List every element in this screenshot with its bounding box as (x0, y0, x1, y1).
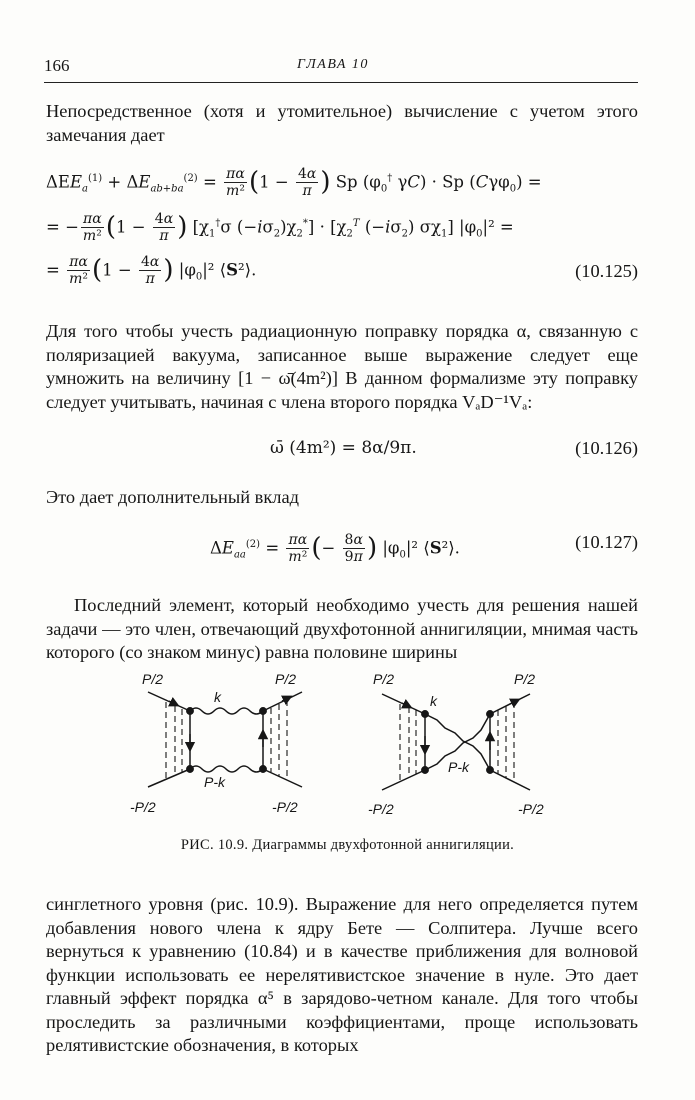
paragraph-intro: Непосредственное (хотя и утомительное) вычисление с учетом этого замечания дает (46, 101, 638, 145)
equation-10-127: $\Delta E_{aa}^{(2)}$ = $\frac{\pi\alpha}{\text{m²}}$ (− $\frac{8\alpha}{9\pi}$ ) $|\varphi_0|^2$ ⟨S²⟩. (210, 532, 460, 566)
left-photon-pk (190, 766, 263, 772)
paragraph-two-photon: Последний элемент, который необходимо учесть для решения нашей задачи — это член, отвечающий двухфотонной аннигиляции, мнимая часть которого (со знаком минус) равна половине ширины (46, 595, 638, 662)
left-label-k: k (214, 689, 221, 705)
right-label-bottom-left: -P/2 (368, 801, 394, 817)
equation-10-126: ω̄ (4m²) = 8α/9π. (270, 438, 417, 458)
right-vertex (422, 767, 428, 773)
left-vertex (187, 766, 193, 772)
right-arrow-out (510, 701, 516, 704)
right-vertex (422, 711, 428, 717)
header-rule (44, 82, 638, 83)
right-label-top-right: P/2 (514, 671, 536, 687)
right-label-pk: P-k (448, 759, 469, 775)
equation-number-10-125: (10.125) (575, 261, 638, 281)
left-line-bottom-right (263, 769, 302, 787)
equation-number-10-127: (10.127) (575, 532, 638, 552)
equation-10-125-line-1: $\Delta EE_a^{(1)} + \Delta E_{ab+ba}^{(2)}$ = $\frac{\pi\alpha}{\text{m²}}$ (1 − $\frac{4\alpha}{\pi}$ ) Sp ($\varphi_0^\dagger$ γC) · Sp (Cγφ$_0$) = (46, 166, 542, 200)
paragraph-additional-contribution: Это дает дополнительный вклад (46, 487, 299, 507)
left-label-pk: P-k (204, 774, 225, 790)
left-vertex (260, 766, 266, 772)
left-vertex (260, 708, 266, 714)
left-label-top-left: P/2 (142, 671, 164, 687)
chapter-header: ГЛАВА 10 (297, 57, 369, 72)
equation-number-10-126: (10.126) (575, 438, 638, 458)
page-number: 166 (44, 56, 70, 75)
right-label-top-left: P/2 (373, 671, 395, 687)
left-label-bottom-left: -P/2 (130, 799, 156, 815)
right-label-k: k (430, 693, 437, 709)
left-line-bottom-left (148, 769, 190, 787)
right-line-bottom-right (490, 770, 530, 790)
left-label-bottom-right: -P/2 (272, 799, 298, 815)
figure-caption: РИС. 10.9. Диаграммы двухфотонной аннигиляции. (180, 837, 515, 853)
figure-two-photon-diagrams (0, 662, 695, 832)
equation-10-125-line-2: = − $\frac{\pi\alpha}{\text{m²}}$ (1 − $\frac{4\alpha}{\pi}$ ) [$\chi_1^\dagger\sigma$ $(-i\sigma_2)\chi_2^*] \cdot [\chi_2^T$ $(-i\sigma_2)$ $\sigma\chi_1$] $|\varphi_0|^2$ = (46, 211, 514, 245)
paragraph-singlet-level: синглетного уровня (рис. 10.9). Выражение для него определяется путем добавления нового члена к ядру Бете — Солпитера. Лучше всего вернуться к уравнению (10.84) и в качестве приближения для волновой функции использовать ее нерелятивистское значение в нуле. Это дает главный эффект порядка α⁵ в зарядово-четном канале. Для того чтобы проследить за различными коэффициентами, проще использовать релятивистские обозначения, в которых (46, 894, 638, 1055)
left-photon-k (190, 708, 263, 714)
right-vertex (487, 711, 493, 717)
left-label-top-right: P/2 (275, 671, 297, 687)
left-diagram (148, 692, 302, 787)
left-vertex (187, 708, 193, 714)
right-label-bottom-right: -P/2 (518, 801, 544, 817)
paragraph-radiative-correction: Для того чтобы учесть радиационную поправку порядка α, связанную с поляризацией вакуума, записанное выше выражение следует еще умножить на величину [1 − ω̄(4m²)] В данном формализме эту поправку следует учитывать, начиная с члена второго порядка VₐD⁻¹Vₐ: (46, 321, 638, 412)
right-diagram (382, 694, 530, 790)
right-line-bottom-left (382, 770, 425, 790)
right-vertex (487, 767, 493, 773)
equation-10-125-line-3: = $\frac{\pi\alpha}{\text{m²}}$ (1 − $\frac{4\alpha}{\pi}$ ) $|\varphi_0|^2$ ⟨S²⟩. (46, 254, 257, 288)
